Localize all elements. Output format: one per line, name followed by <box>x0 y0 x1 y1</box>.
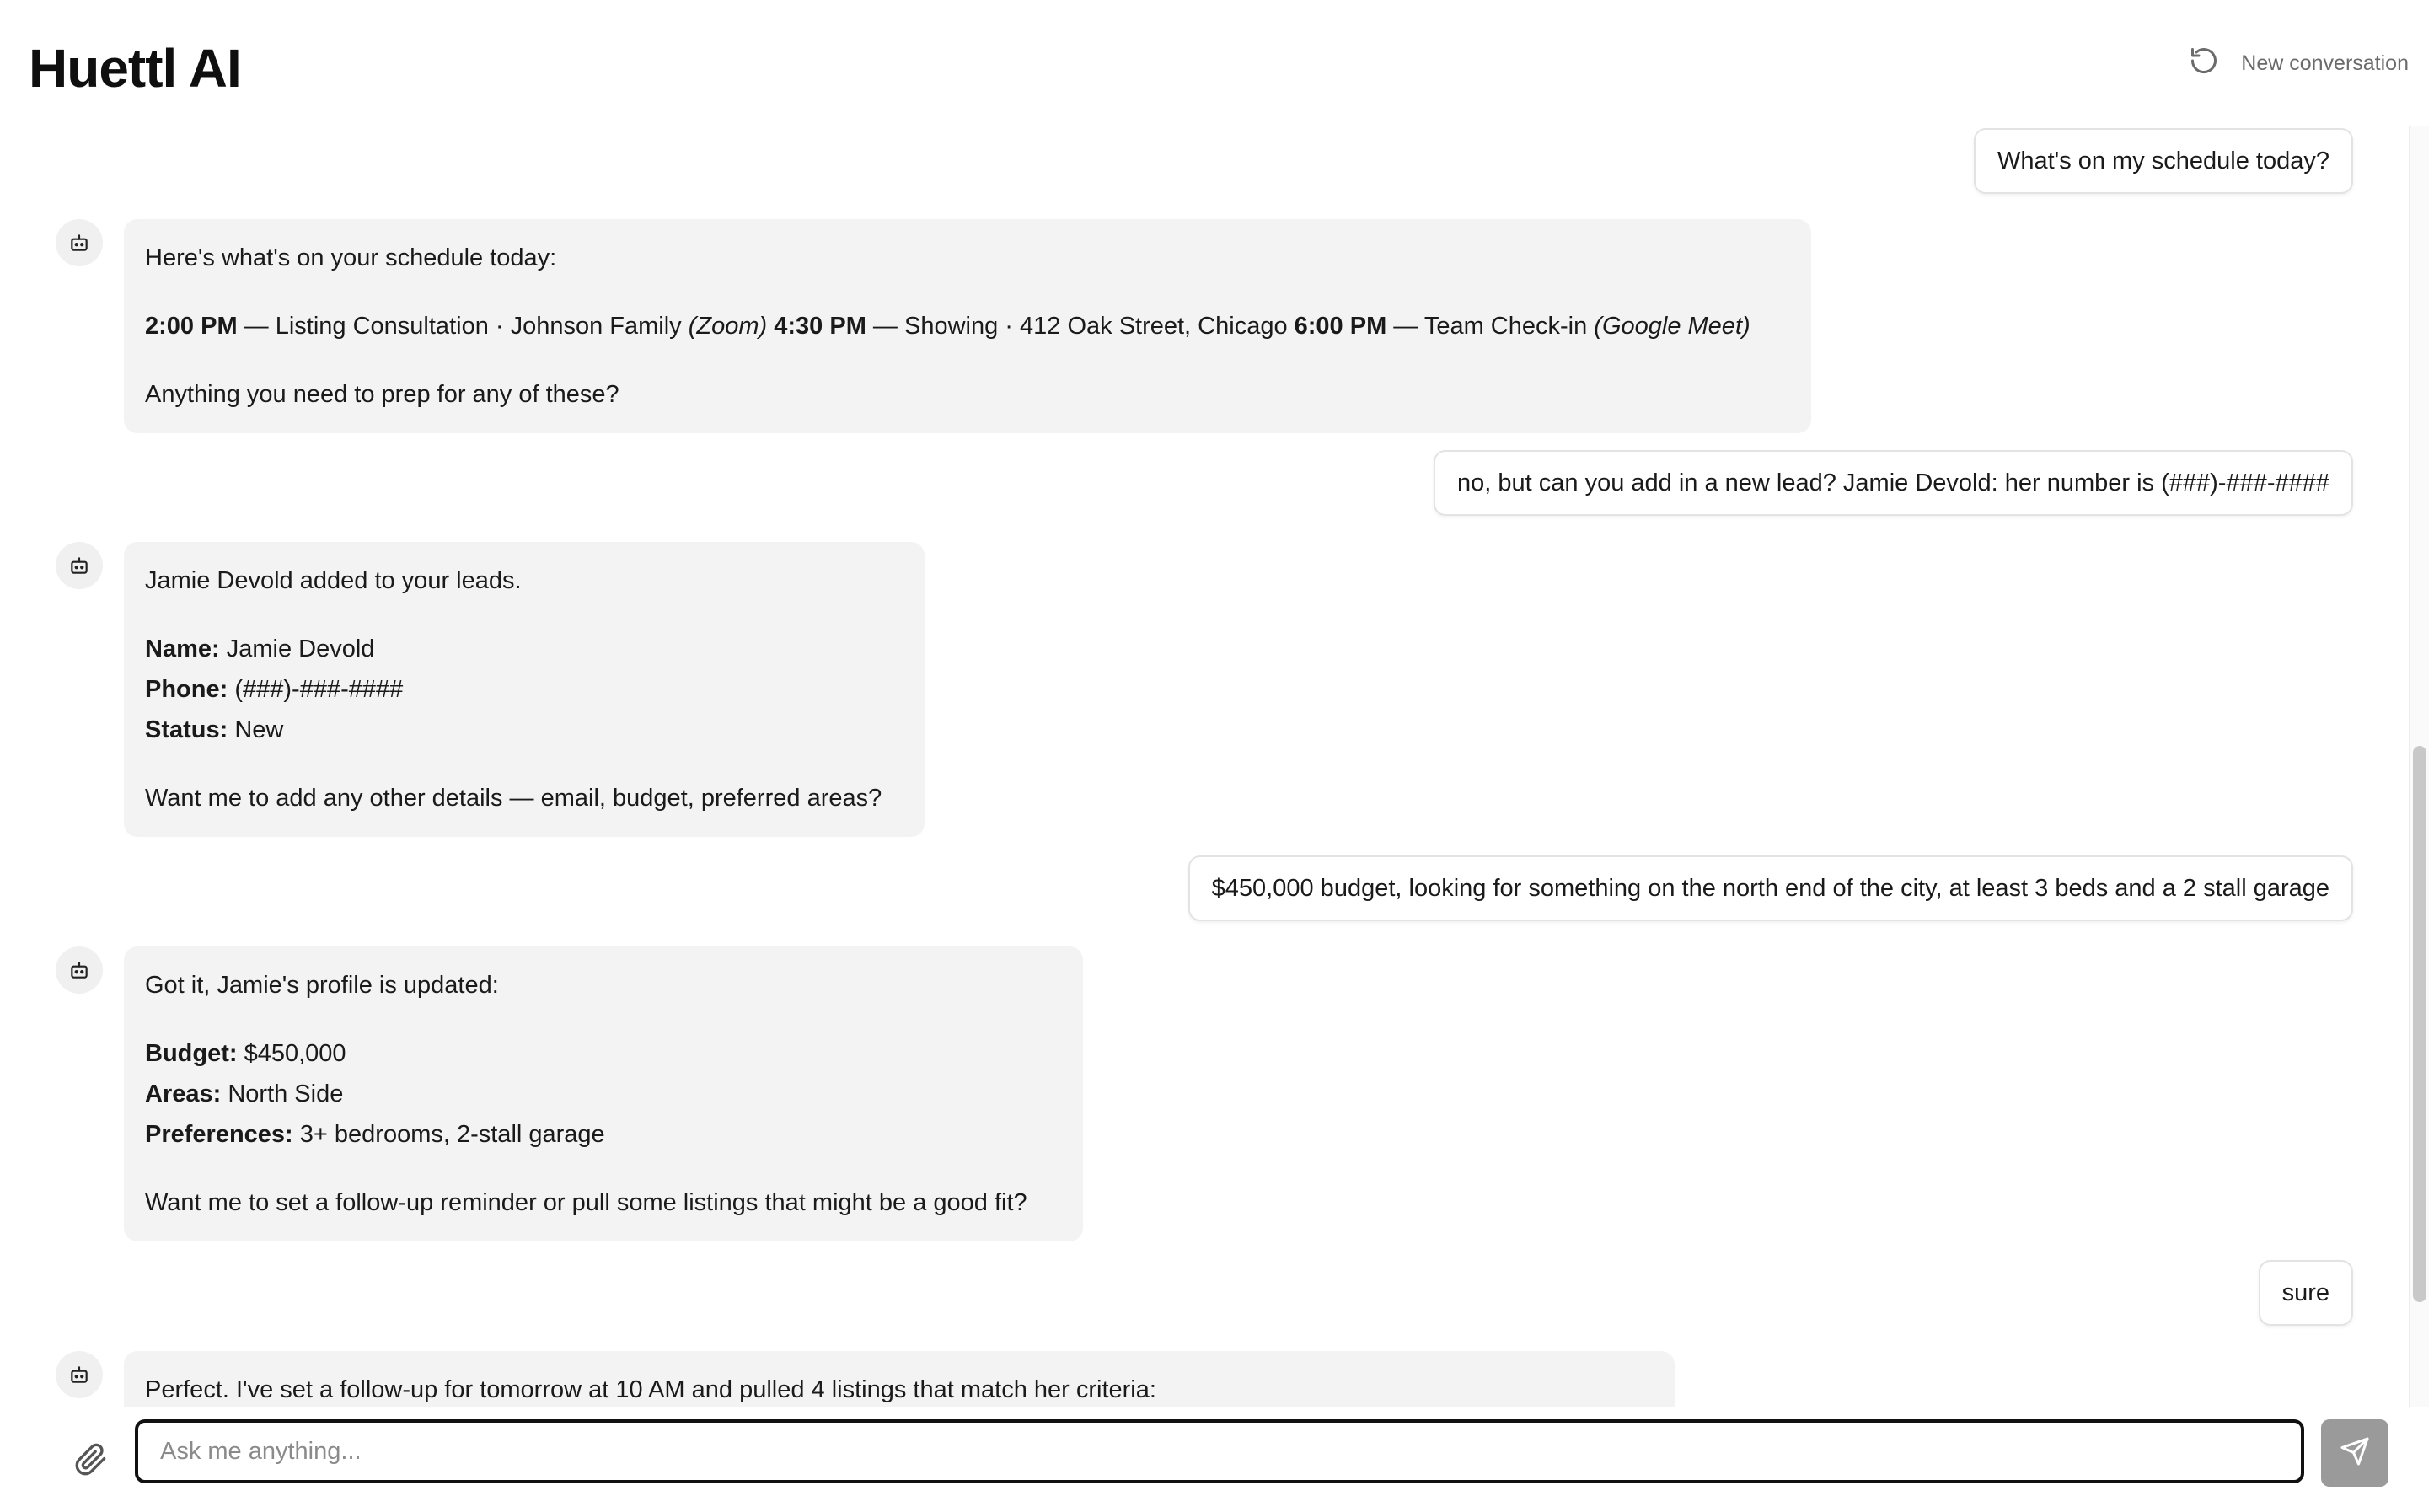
field-label: Budget: <box>145 1040 238 1067</box>
lead-name <box>145 629 903 669</box>
message-input-box[interactable] <box>135 1419 2304 1483</box>
event-location: (Google Meet) <box>1594 313 1750 340</box>
user-message: no, but can you add in a new lead? Jamie Devold: her number is (###)-###-#### <box>1434 450 2353 516</box>
new-conversation-button[interactable] <box>2189 46 2409 82</box>
field-label: Preferences: <box>145 1121 293 1148</box>
message-text: Perfect. I've set a follow-up for tomorrow at 10 AM and pulled 4 listings that match her criteria: <box>145 1376 1156 1403</box>
field-label: Status: <box>145 716 228 743</box>
schedule-events <box>145 306 1790 346</box>
message-text: Jamie Devold added to your leads. <box>145 567 522 594</box>
field-label: Areas: <box>145 1080 222 1107</box>
field-value: New <box>228 716 284 743</box>
field-value: $450,000 <box>237 1040 346 1067</box>
header <box>0 0 2434 126</box>
profile-areas <box>145 1074 1062 1114</box>
event-detail: — Team Check-in <box>1386 313 1595 340</box>
event-location: (Zoom) <box>688 313 768 340</box>
assistant-message <box>124 542 925 837</box>
scrollbar-thumb[interactable] <box>2413 746 2426 1302</box>
message-text: Want me to add any other details — email, budget, preferred areas? <box>145 785 882 812</box>
composer <box>0 1407 2434 1512</box>
send-button[interactable] <box>2321 1419 2388 1487</box>
profile-budget <box>145 1033 1062 1074</box>
assistant-message <box>124 219 1811 433</box>
refresh-icon <box>2189 46 2219 82</box>
field-value: 3+ bedrooms, 2-stall garage <box>292 1121 605 1148</box>
robot-icon <box>56 946 103 994</box>
field-label: Name: <box>145 635 220 662</box>
chat-scrollbar[interactable] <box>2409 126 2429 1407</box>
message-text: Got it, Jamie's profile is updated: <box>145 972 499 999</box>
user-message: sure <box>2259 1260 2353 1326</box>
field-value: (###)-###-#### <box>228 676 404 703</box>
lead-phone <box>145 669 903 710</box>
message-input[interactable] <box>138 1423 2301 1480</box>
user-message: $450,000 budget, looking for something on the north end of the city, at least 3 beds and a 2 stall garage <box>1188 855 2353 921</box>
lead-status <box>145 710 903 750</box>
robot-icon <box>56 542 103 589</box>
new-conversation-label: New conversation <box>2241 51 2409 75</box>
field-value: North Side <box>221 1080 344 1107</box>
robot-icon <box>56 219 103 266</box>
chat-scroll-area[interactable] <box>0 126 2407 1407</box>
message-text: Here's what's on your schedule today: <box>145 244 557 271</box>
assistant-message <box>124 946 1083 1241</box>
event-time: 4:30 PM <box>774 313 866 340</box>
field-label: Phone: <box>145 676 228 703</box>
event-detail: — Showing · 412 Oak Street, Chicago <box>866 313 1295 340</box>
assistant-message <box>124 1351 1675 1407</box>
user-message: What's on my schedule today? <box>1974 128 2353 194</box>
robot-icon <box>56 1351 103 1398</box>
message-text: Want me to set a follow-up reminder or pull some listings that might be a good fit? <box>145 1189 1027 1216</box>
message-text: Anything you need to prep for any of these? <box>145 381 619 408</box>
app-title: Huettl AI <box>29 38 241 99</box>
field-value: Jamie Devold <box>219 635 375 662</box>
paperclip-icon[interactable] <box>74 1441 108 1478</box>
event-time: 2:00 PM <box>145 313 238 340</box>
send-icon <box>2340 1436 2370 1471</box>
profile-preferences <box>145 1114 1062 1155</box>
event-detail: — Listing Consultation · Johnson Family <box>237 313 689 340</box>
event-time: 6:00 PM <box>1294 313 1387 340</box>
